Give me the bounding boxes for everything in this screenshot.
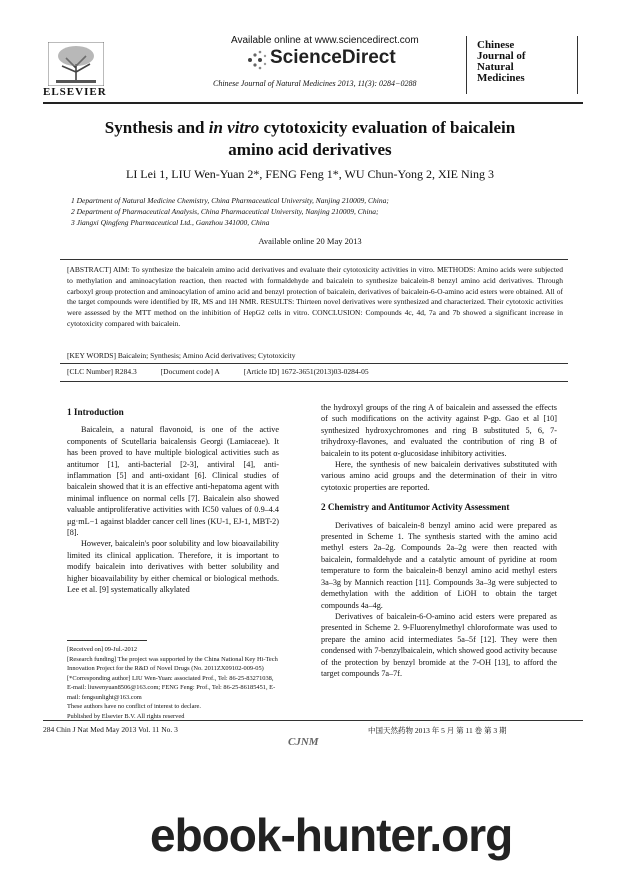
classification-line [67,367,563,376]
document-code: [Document code] A [160,367,220,376]
sciencedirect-dots-icon [246,49,268,76]
elsevier-tree-logo [48,42,104,91]
available-online-date: Available online 20 May 2013 [258,236,362,246]
abstract-text: [ABSTRACT] AIM: To synthesize the baicalein amino acid derivatives and evaluate their cytotoxicity activities in vitro. METHODS: Amino acids were subjected to methylation and aminoacylation reaction, then reacted with formaldehyde and baicalein to synthesize baicalein-8 benzyl amino acid derivatives. Through carboxyl group protection and aminoacylation of amino acid and benzyl protection of baicalein, derivatives of baicalein-6-O-amino acid esters were obtained. All of the target compounds were identified by IR, MS and 1H NMR. RESULTS: Thirteen novel derivatives were synthesized and characterized. Their cytotoxic activities were assessed by the MTT method on the inhibition of HepG2 cells in vitro. CONCLUSION: Compounds 4c, 4d, 7a and 7b showed a significant increase in cytotoxicity compared with baicalein. [67,265,563,328]
footnote-corresponding: [*Corresponding author] LIU Wen-Yuan: associated Prof., Tel: 86-25-83271038, E-mail: liuwenyuan8506@163.com; FENG Feng: Prof., Tel: 86-25-86185451, E-mail: fengsunlight@163.com [67,674,276,701]
keywords-rule [60,363,568,364]
journal-box-line: Chinese [477,39,515,51]
keywords: [KEY WORDS] Baicalein; Synthesis; Amino Acid derivatives; Cytotoxicity [67,351,296,360]
footnote-funding: [Research funding] The project was supported by the China National Key Hi-Tech Innovation Project for the R&D of Novel Drugs (No. 2011ZX09102-009-05) [67,655,278,672]
article-id: [Article ID] 1672-3651(2013)03-0284-05 [243,367,369,376]
clc-number: [CLC Number] R284.3 [67,367,137,376]
journal-box-line: Journal of [477,50,526,62]
intro-paragraph-2: However, baicalein's poor solubility and low bioavailability limited its clinical application. Therefore, it is important to modify baicalein into derivatives with better solubility and higher bioavailability by either chemical or biological methods. Lee et al. [9] systematically alkylated [67,539,279,595]
right-paragraph-2: Here, the synthesis of new baicalein derivatives substituted with various amino acid groups and the determination of their in vitro cytotoxic properties are reported. [321,460,557,492]
affiliation-3: 3 Jiangxi Qingfeng Pharmaceutical Ltd., Ganzhou 341000, China [71,218,270,227]
chem-paragraph-2: Derivatives of baicalein-6-O-amino acid esters were prepared as presented in Scheme 2. 9-Fluorenylmethyl chloroformate was used to prepare the amino acid intermediates 5a–5f [12]. They were then condensed with 7-benzylbaicalein, which showed good activity because of the protection by benzyl bromide at the 7-OH [13], to afford the target compounds 7a–7f. [321,611,557,678]
journal-box-line: Natural [477,61,514,73]
intro-paragraph-1: Baicalein, a natural flavonoid, is one of the active components of Scutellaria baicalensis Georgi (Lamiaceae). It has been proved to have multiple biological activities such as antitumor [1], anti-bacterial [2-3], antiviral [4], anti-inflammation [5] and anti-oxidant [6]. Clinical studies of baicalein showed that it is an effective anti-hepatoma agent with minimal influence on normal cells [7]. Baicalein also showed valuable antiproliferative activities with IC50 values of 0.9–4.4 μg·mL−1 against bladder cancer cell lines (KU-1, EJ-1, MBT-2) [8]. [67,425,279,538]
sciencedirect-logo-text: ScienceDirect [270,47,396,68]
publisher-name: ELSEVIER [43,86,107,98]
article-title: Synthesis and in vitro cytotoxicity evaluation of baicalein amino acid derivatives [104,118,516,159]
footnote-conflict: These authors have no conflict of interest to declare. [67,703,201,710]
journal-name-box [466,36,578,94]
footer-rule [43,720,583,721]
journal-box-line: Medicines [477,72,525,84]
affiliation-2: 2 Department of Pharmaceutical Analysis, China Pharmaceutical University, Nanjing 210009, China; [71,207,379,216]
chem-paragraph-1: Derivatives of baicalein-8 benzyl amino acid were prepared as presented in Scheme 1. The synthesis started with the amino acid methyl esters 2a–2g. Compounds 2a–2g were then reacted with baicalein, formaldehyde and a catalytic amount of pyridine at room temperature to form the baicalein-8 benzyl amino acid methyl esters 3a–3g by Mannich reaction [11]. Compounds 3a–3g were subjected to demethylation with the addition of LiOH to obtain the target compounds 4a–4g. [321,520,557,610]
footnote-rule [67,640,147,641]
author-list: LI Lei 1, LIU Wen-Yuan 2*, FENG Feng 1*, WU Chun-Yong 2, XIE Ning 3 [125,167,494,181]
available-online-line: Available online at www.sciencedirect.com [231,35,419,46]
abstract-bottom-rule [60,381,568,382]
footer-right: 中国天然药物 2013 年 5 月 第 11 卷 第 3 期 [368,726,507,735]
watermark-text: ebook-hunter.org [150,809,513,861]
footnote-publisher: Published by Elsevier B.V. All rights reserved [67,712,185,720]
section-1-heading: 1 Introduction [67,407,124,417]
footnote-received: [Received on] 09-Jul.-2012 [67,646,138,653]
section-2-heading: 2 Chemistry and Antitumor Activity Assessment [321,502,510,513]
right-column [321,402,557,679]
footer-left: 284 Chin J Nat Med May 2013 Vol. 11 No. 3 [43,725,178,734]
header-rule [43,102,583,104]
right-paragraph-1: the hydroxyl groups of the ring A of baicalein and assessed the effects of such modifications on the activity against P-gp. Gao et al [10] synthesized hydroxychromones and ring B substituted 5, 6, 7-trihydroxy-flavones, and evaluated the contribution of ring B of baicalein to its potent α-glucosidase inhibitory activities. [321,403,557,458]
affiliation-1: 1 Department of Natural Medicine Chemistry, China Pharmaceutical University, Nanjing 210009, China; [71,196,389,205]
abstract-top-rule [60,259,568,260]
journal-citation-line: Chinese Journal of Natural Medicines 2013, 11(3): 0284−0288 [213,79,417,88]
cjnm-logo: CJNM [288,736,319,748]
footnotes [67,645,279,721]
left-column [67,407,279,596]
